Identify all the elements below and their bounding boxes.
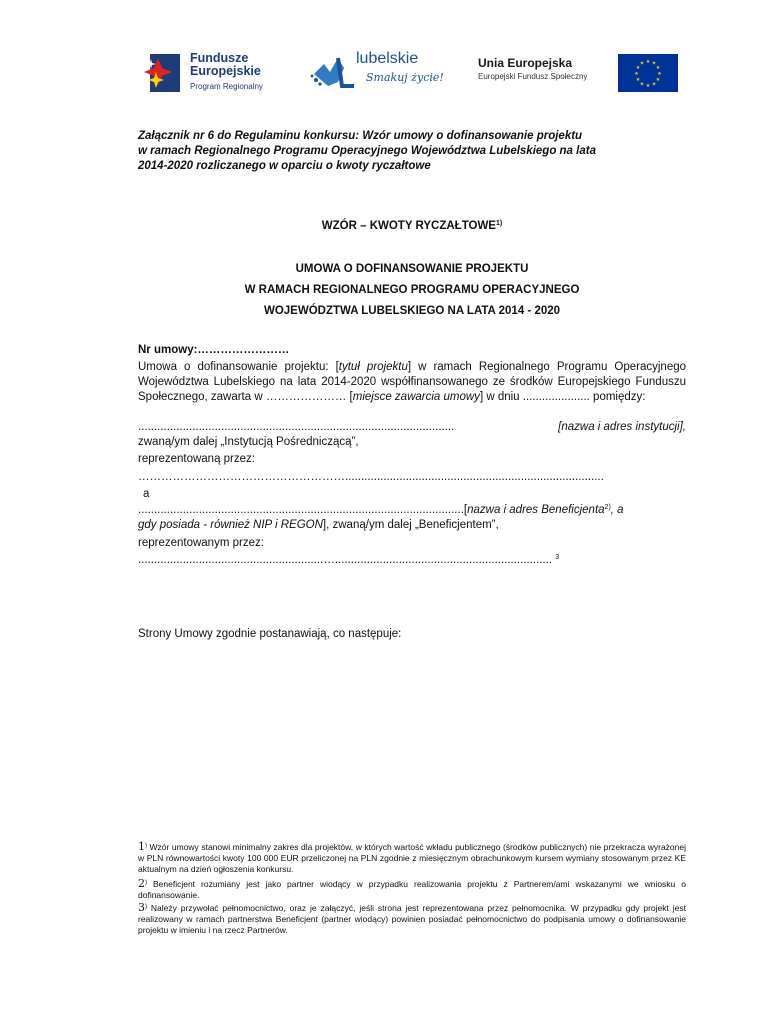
institution-line — [138, 420, 686, 435]
unia-europejska-logo — [478, 44, 678, 100]
annex-line-3: 2014-2020 rozliczanego w oparciu o kwoty ryczałtowe — [138, 160, 431, 172]
representative-dots-2: ..........................................................….................................................................... — [138, 554, 553, 566]
fe-line3: Program Regionalny — [190, 82, 263, 91]
footnote-2 — [138, 878, 686, 901]
footnote-1-text: Wzór umowy stanowi minimalny zakres dla projektów, w których wartość wkładu publicznego (środków publicznych) nie przekracza wyrażonej w PLN równowartości kwoty 100 000 EUR przeliczonej na PLN zgodnie z miesięcznym obrachunkowym kursem wymiany stosowanym przez KE aktualnym na dzień ogłoszenia konkursu. — [138, 842, 686, 874]
footnote-1-sup: ) — [145, 843, 147, 849]
svg-text:★: ★ — [651, 81, 657, 88]
ue-line1: Unia Europejska — [478, 56, 573, 70]
agreement-title-3: WOJEWÓDZTWA LUBELSKIEGO NA LATA 2014 - 2020 — [263, 305, 561, 317]
footnote-1-number: 1 — [138, 840, 145, 853]
lubelskie-name: lubelskie — [356, 50, 419, 67]
annex-line-2: w ramach Regionalnego Programu Operacyjnego Województwa Lubelskiego na lata — [138, 145, 596, 157]
eu-flag-icon — [618, 54, 678, 92]
beneficiary-sup: 2) — [604, 504, 611, 511]
svg-text:★: ★ — [639, 60, 645, 67]
intro-c: ] w ramach Regionalnego Programu Operacyjnego Województwa Lubelskiego na lata 2014-2020 współfinansowanego ze środków Europejskiego Funduszu Społecznego, zawarta w ………………… [ — [138, 361, 687, 403]
fundusze-europejskie-logo — [144, 44, 294, 100]
footnote-2-text: Beneficjent rozumiany jest jako partner wiodący w przypadku realizowania projektu z Partnerem/ami wskazanymi we wniosku o dofinansowanie. — [138, 879, 686, 900]
footnote-3 — [138, 902, 686, 936]
institution-dots: ................................................................................................... — [138, 421, 455, 433]
beneficiary-placeholder: nazwa i adres Beneficjenta — [467, 504, 605, 516]
logo-bar — [138, 44, 678, 100]
representative-sup: 3 — [555, 554, 560, 561]
and-word: a — [143, 488, 150, 500]
represented-by-2: reprezentowanym przez: — [138, 537, 264, 549]
beneficiary-alias: ], zwaną/ym dalej „Beneficjentem”, — [322, 519, 499, 531]
beneficiary-line-2 — [138, 518, 686, 533]
annex-line-1: Załącznik nr 6 do Regulaminu konkursu: Wzór umowy o dofinansowanie projektu — [138, 130, 583, 142]
intro-a: Umowa o dofinansowanie projektu: [ — [138, 361, 339, 373]
beneficiary-a: , a — [610, 504, 624, 516]
template-title-sup: 1) — [495, 220, 503, 227]
institution-placeholder: [nazwa i adres instytucji], — [558, 421, 686, 433]
lubelskie-mark-icon — [308, 52, 358, 92]
ue-line2: Europejski Fundusz Społeczny — [478, 72, 588, 81]
footnote-2-sup: ) — [145, 880, 147, 886]
svg-text:★: ★ — [657, 71, 662, 77]
lubelskie-logo — [308, 44, 448, 100]
svg-text:★: ★ — [635, 65, 641, 71]
footnote-3-sup: ) — [145, 904, 147, 910]
footnote-3-number: 3 — [138, 901, 145, 914]
svg-text:★: ★ — [655, 77, 661, 83]
intro-paragraph — [138, 360, 686, 405]
agreement-title-1: UMOWA O DOFINANSOWANIE PROJEKTU — [295, 263, 529, 275]
svg-text:★: ★ — [655, 65, 661, 71]
svg-text:★: ★ — [645, 83, 651, 89]
beneficiary-dots: ......................................................................................................[ — [138, 504, 468, 516]
representative-dots-2-line — [138, 553, 686, 568]
agreement-title-2: W RAMACH REGIONALNEGO PROGRAMU OPERACYJNEGO — [244, 284, 580, 296]
annex-heading — [138, 129, 686, 174]
lubelskie-slogan: Smakuj życie! — [366, 71, 444, 84]
svg-text:★: ★ — [651, 60, 657, 67]
template-title — [138, 220, 686, 232]
footnote-1 — [138, 841, 686, 875]
institution-alias: zwaną/ym dalej „Instytucją Pośredniczącą”, — [138, 436, 359, 448]
fe-star-icon — [144, 50, 182, 94]
fe-line2: Europejskie — [190, 64, 261, 78]
svg-text:★: ★ — [634, 71, 639, 77]
svg-text:★: ★ — [639, 81, 645, 88]
intro-e: ] w dniu ..................... pomiędzy: — [479, 391, 646, 403]
beneficiary-line — [138, 503, 686, 518]
represented-by-1: reprezentowaną przez: — [138, 453, 255, 465]
footnote-3-text: Należy przywołać pełnomocnictwo, oraz je załączyć, jeśli strona jest reprezentowana przez pełnomocnika. W przypadku gdy projekt jest realizowany w ramach partnerstwa Beneficjent (partner wiodący) powinien posiadać pełnomocnictwo do podpisania umowy o dofinansowanie projektu w imieniu i na rzecz Partnerów. — [138, 903, 686, 935]
template-title-text: WZÓR – KWOTY RYCZAŁTOWE — [321, 220, 496, 232]
fe-line1: Fundusze — [190, 51, 249, 65]
svg-text:★: ★ — [645, 59, 651, 65]
svg-text:★: ★ — [635, 77, 641, 83]
parties-agree: Strony Umowy zgodnie postanawiają, co następuje: — [138, 628, 402, 640]
footnote-2-number: 2 — [138, 877, 145, 890]
project-title-placeholder: tytuł projektu — [338, 361, 408, 373]
representative-dots-1: ………………………………………………................................................................................. — [138, 471, 604, 483]
place-placeholder: miejsce zawarcia umowy — [352, 391, 480, 403]
nip-regon-placeholder: gdy posiada - również NIP i REGON — [138, 519, 323, 531]
agreement-number: Nr umowy:…………………… — [138, 344, 290, 356]
